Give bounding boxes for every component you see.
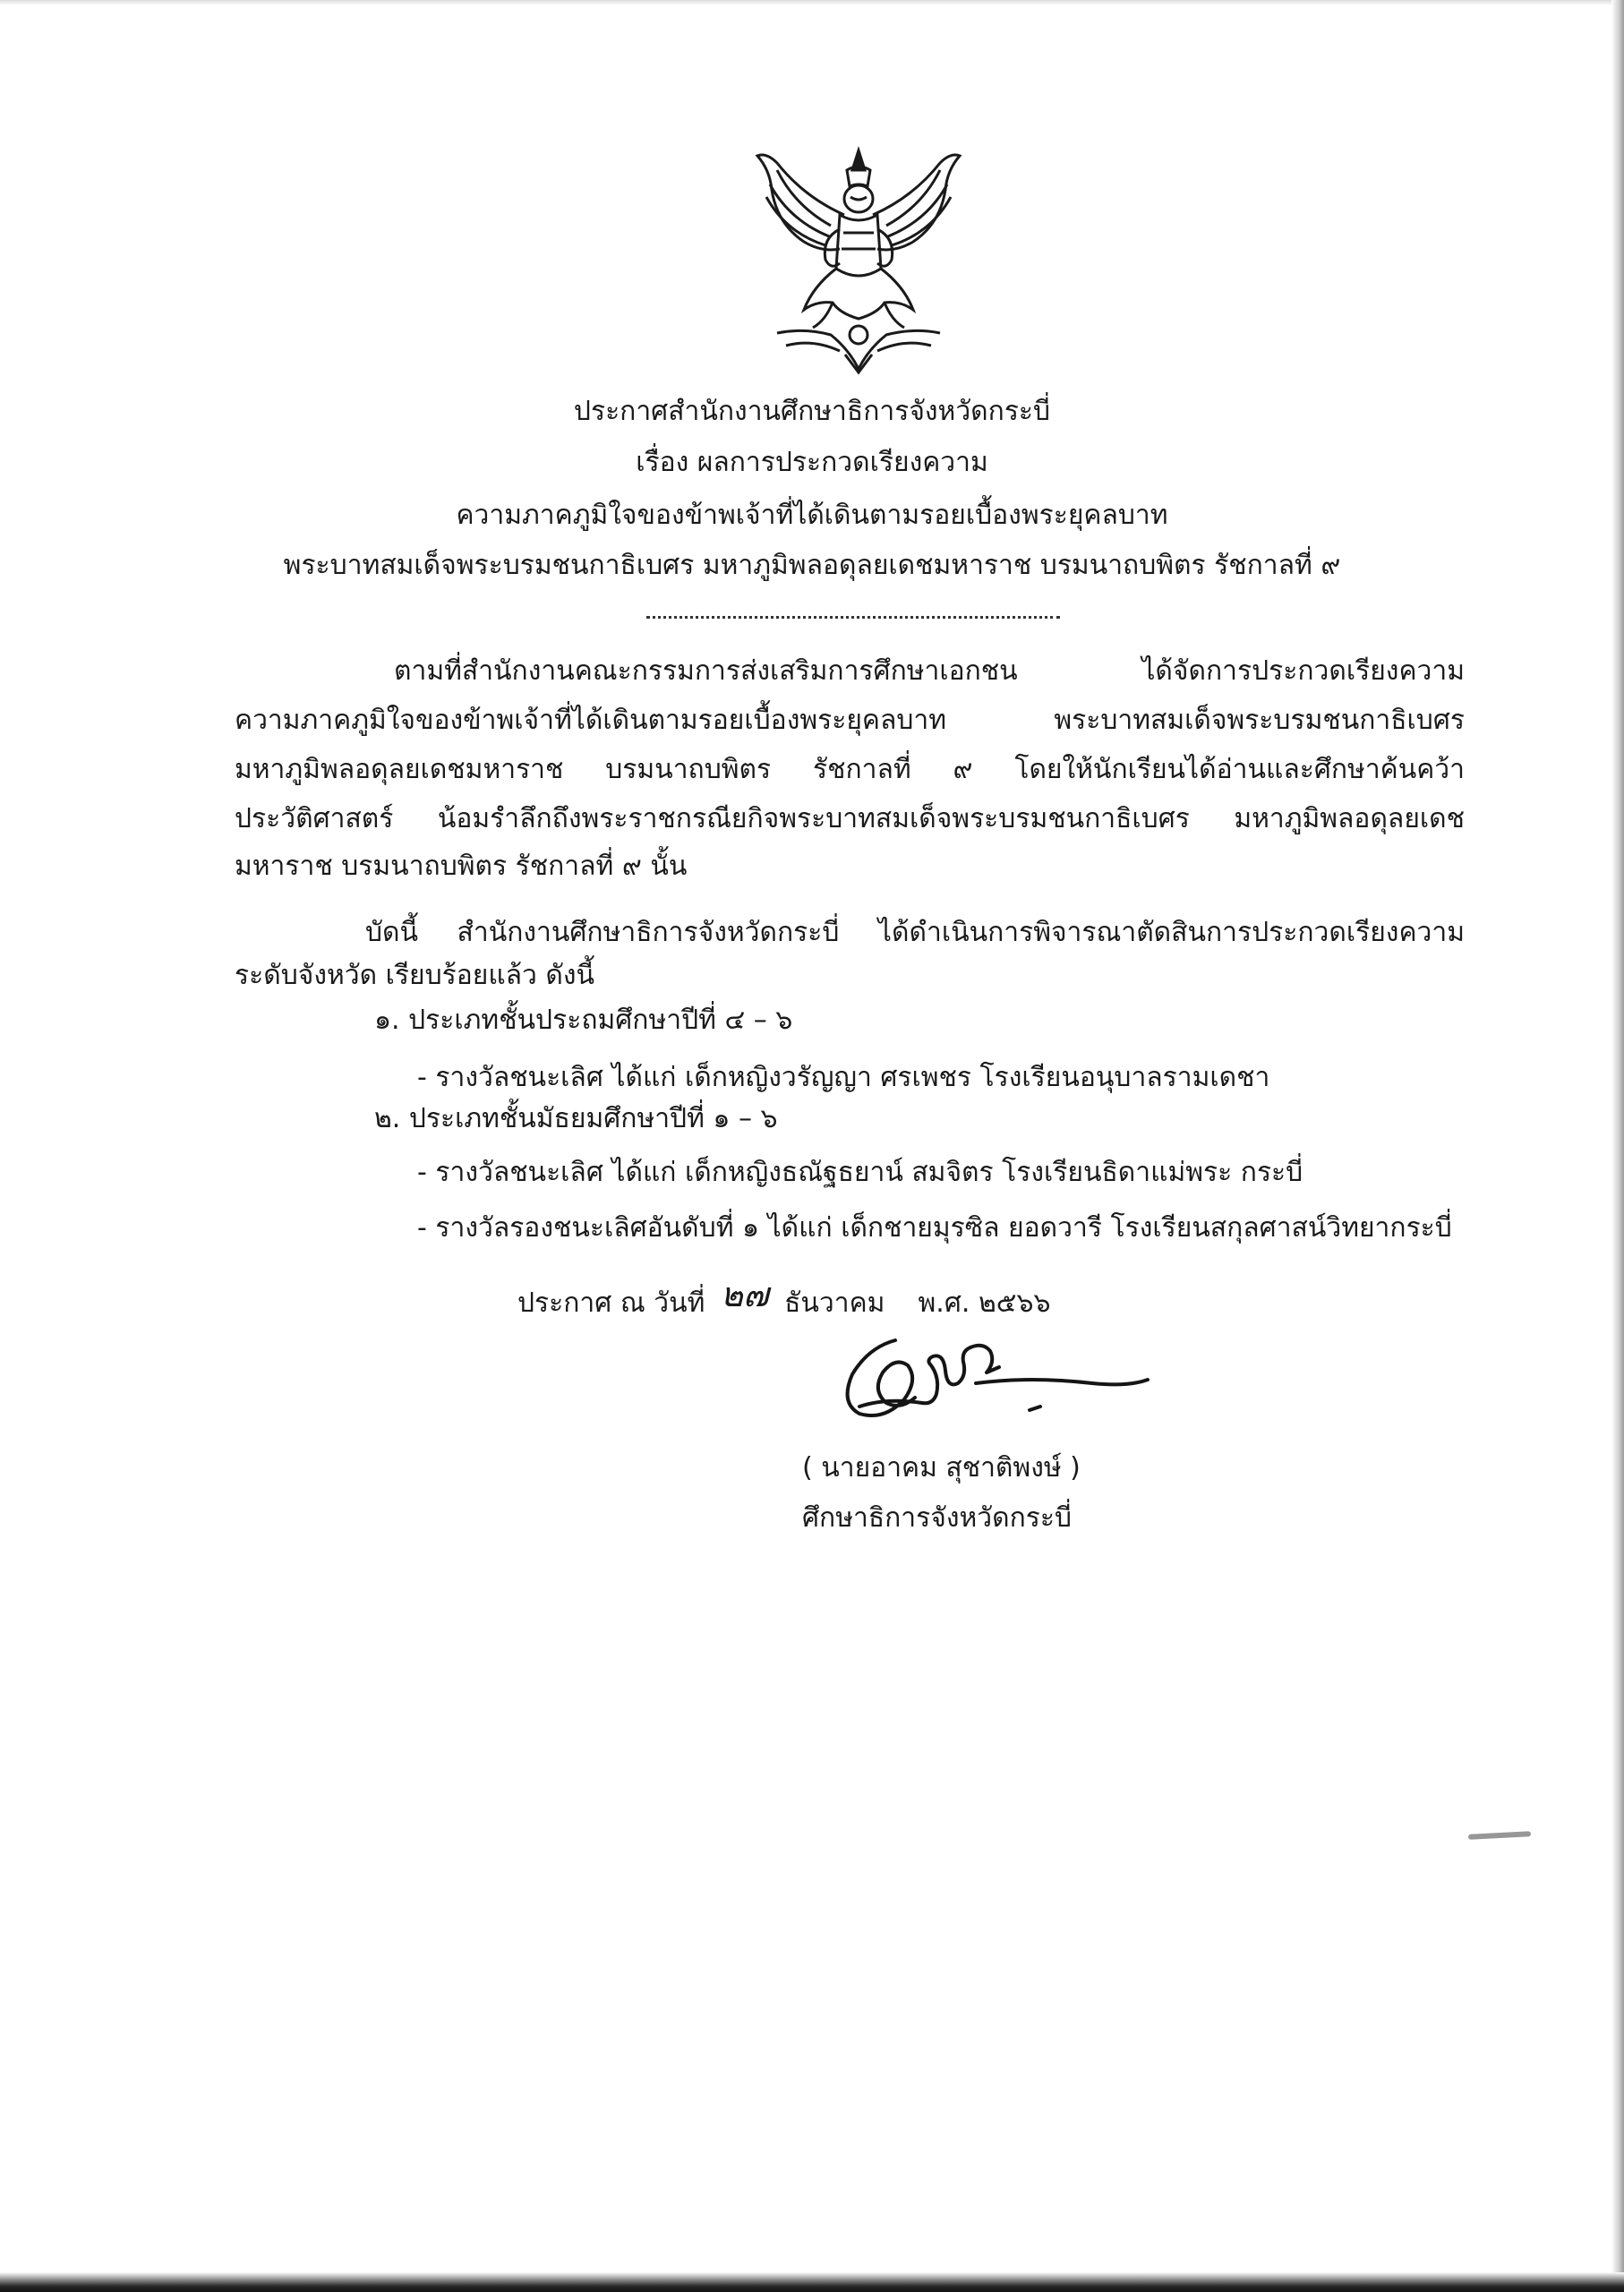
para1-line-3: มหาภูมิพลอดุลยเดชมหาราช บรมนาถบพิตร รัชกาลที่ ๙ โดยให้นักเรียนได้อ่านและศึกษาค้นคว้า (235, 754, 1465, 785)
announcement-day: ๒๗ (720, 1275, 769, 1314)
announcement-prefix: ประกาศ ณ วันที่ (517, 1287, 705, 1319)
signature (833, 1321, 1164, 1446)
category-2-award-1: - รางวัลชนะเลิศ ได้แก่ เด็กหญิงธณัฐธยาน์ สมจิตร โรงเรียนธิดาแม่พระ กระบี่ (417, 1157, 1303, 1188)
doc-subject-line-3: พระบาทสมเด็จพระบรมชนกาธิเบศร มหาภูมิพลอดุลยเดชมหาราช บรมนาถบพิตร รัชกาลที่ ๙ (283, 550, 1341, 581)
scan-edge-right (1611, 0, 1624, 2292)
signatory-name: ( นายอาคม สุชาติพงษ์ ) (802, 1452, 1081, 1484)
announcement-date (517, 1275, 1051, 1321)
announcement-month: ธันวาคม (784, 1287, 885, 1319)
para1-line-4: ประวัติศาสตร์ น้อมรำลึกถึงพระราชกรณียกิจพระบาทสมเด็จพระบรมชนกาธิเบศร มหาภูมิพลอดุลยเดช (235, 803, 1465, 834)
scan-edge-top (0, 0, 1624, 5)
garuda-emblem (750, 143, 967, 376)
signatory-position: ศึกษาธิการจังหวัดกระบี่ (802, 1502, 1073, 1534)
para1-line-1: ตามที่สำนักงานคณะกรรมการส่งเสริมการศึกษาเอกชน ได้จัดการประกวดเรียงความ (394, 655, 1465, 687)
doc-title: ประกาศสำนักงานศึกษาธิการจังหวัดกระบี่ (573, 396, 1051, 427)
category-2-heading: ๒. ประเภทชั้นมัธยมศึกษาปีที่ ๑ – ๖ (374, 1103, 778, 1134)
para1-line-2: ความภาคภูมิใจของข้าพเจ้าที่ได้เดินตามรอยเบื้องพระยุคลบาท พระบาทสมเด็จพระบรมชนกาธิเบศร (235, 705, 1465, 736)
para2-line-2: ระดับจังหวัด เรียบร้อยแล้ว ดังนี้ (235, 960, 595, 991)
category-2-award-2: - รางวัลรองชนะเลิศอันดับที่ ๑ ได้แก่ เด็กชายมุรซิล ยอดวารี โรงเรียนสกุลศาสน์วิทยากระบี่ (417, 1212, 1452, 1244)
doc-subject: เรื่อง ผลการประกวดเรียงความ (636, 447, 988, 478)
category-1-heading: ๑. ประเภทชั้นประถมศึกษาปีที่ ๔ – ๖ (374, 1005, 793, 1036)
doc-subject-line-2: ความภาคภูมิใจของข้าพเจ้าที่ได้เดินตามรอยเบื้องพระยุคลบาท (456, 500, 1168, 531)
scan-edge-bottom (0, 2272, 1624, 2292)
para2-line-1: บัดนี้ สำนักงานศึกษาธิการจังหวัดกระบี่ ได้ดำเนินการพิจารณาตัดสินการประกวดเรียงความ (365, 917, 1465, 948)
title-divider (646, 616, 1060, 619)
category-1-award-1: - รางวัลชนะเลิศ ได้แก่ เด็กหญิงวรัญญา ศรเพชร โรงเรียนอนุบาลรามเดชา (417, 1062, 1270, 1093)
para1-line-5: มหาราช บรมนาถบพิตร รัชกาลที่ ๙ นั้น (235, 851, 688, 882)
scan-mark (1468, 1831, 1531, 1840)
announcement-year: พ.ศ. ๒๕๖๖ (918, 1287, 1051, 1319)
